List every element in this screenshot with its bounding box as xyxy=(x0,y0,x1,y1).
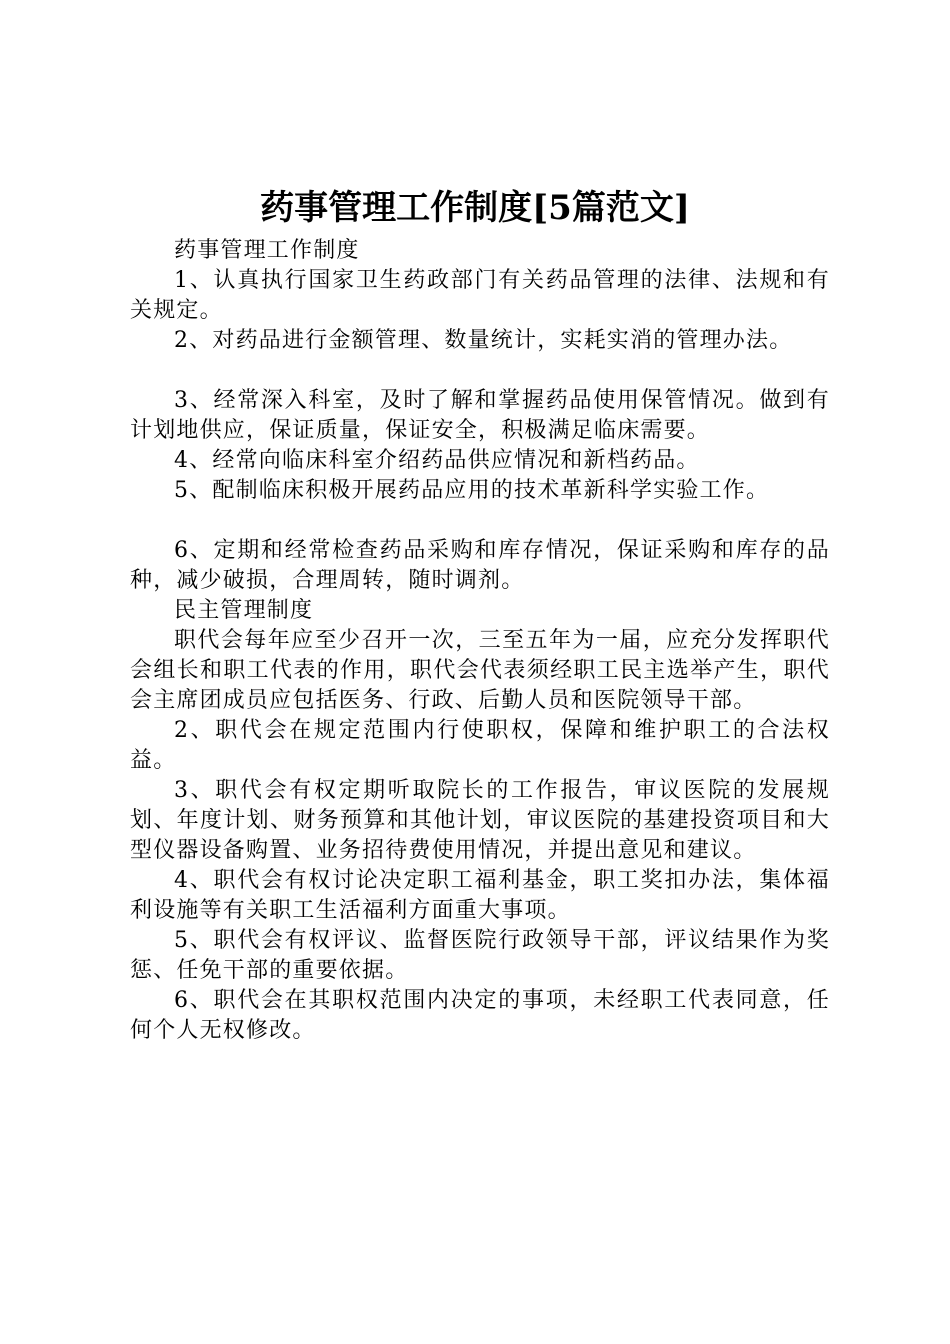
paragraph-6: 6、定期和经常检查药品采购和库存情况，保证采购和库存的品种，减少破损，合理周转，随时调剂。 xyxy=(130,538,830,593)
paragraph-democratic-4: 4、职代会有权讨论决定职工福利基金，职工奖扣办法，集体福利设施等有关职工生活福利方面重大事项。 xyxy=(130,868,830,923)
blank-line xyxy=(130,356,830,386)
paragraph-5: 5、配制临床积极开展药品应用的技术革新科学实验工作。 xyxy=(174,478,770,503)
paragraph-democratic-1: 职代会每年应至少召开一次，三至五年为一届，应充分发挥职代会组长和职工代表的作用，职代会代表须经职工民主选举产生，职代会主席团成员应包括医务、行政、后勤人员和医院领导干部。 xyxy=(130,628,830,713)
paragraph-democratic-2: 2、职代会在规定范围内行使职权，保障和维护职工的合法权益。 xyxy=(130,718,830,773)
paragraph-4: 4、经常向临床科室介绍药品供应情况和新档药品。 xyxy=(174,448,700,473)
paragraph-democratic-6: 6、职代会在其职权范围内决定的事项，未经职工代表同意，任何个人无权修改。 xyxy=(130,988,830,1043)
section-heading-democratic: 民主管理制度 xyxy=(174,598,314,623)
blank-line xyxy=(130,506,830,536)
document-title: 药事管理工作制度[5篇范文] xyxy=(260,188,690,228)
document-body xyxy=(130,236,830,1046)
paragraph-1: 1、认真执行国家卫生药政部门有关药品管理的法律、法规和有关规定。 xyxy=(130,268,830,323)
paragraph-2: 2、对药品进行金额管理、数量统计，实耗实消的管理办法。 xyxy=(174,328,793,353)
paragraph-democratic-3: 3、职代会有权定期听取院长的工作报告，审议医院的发展规划、年度计划、财务预算和其他计划，审议医院的基建投资项目和大型仪器设备购置、业务招待费使用情况，并提出意见和建议。 xyxy=(130,778,830,863)
paragraph-democratic-5: 5、职代会有权评议、监督医院行政领导干部，评议结果作为奖惩、任免干部的重要依据。 xyxy=(130,928,830,983)
paragraph-3: 3、经常深入科室，及时了解和掌握药品使用保管情况。做到有计划地供应，保证质量，保证安全，积极满足临床需要。 xyxy=(130,388,830,443)
section-heading-pharmacy: 药事管理工作制度 xyxy=(174,238,360,263)
